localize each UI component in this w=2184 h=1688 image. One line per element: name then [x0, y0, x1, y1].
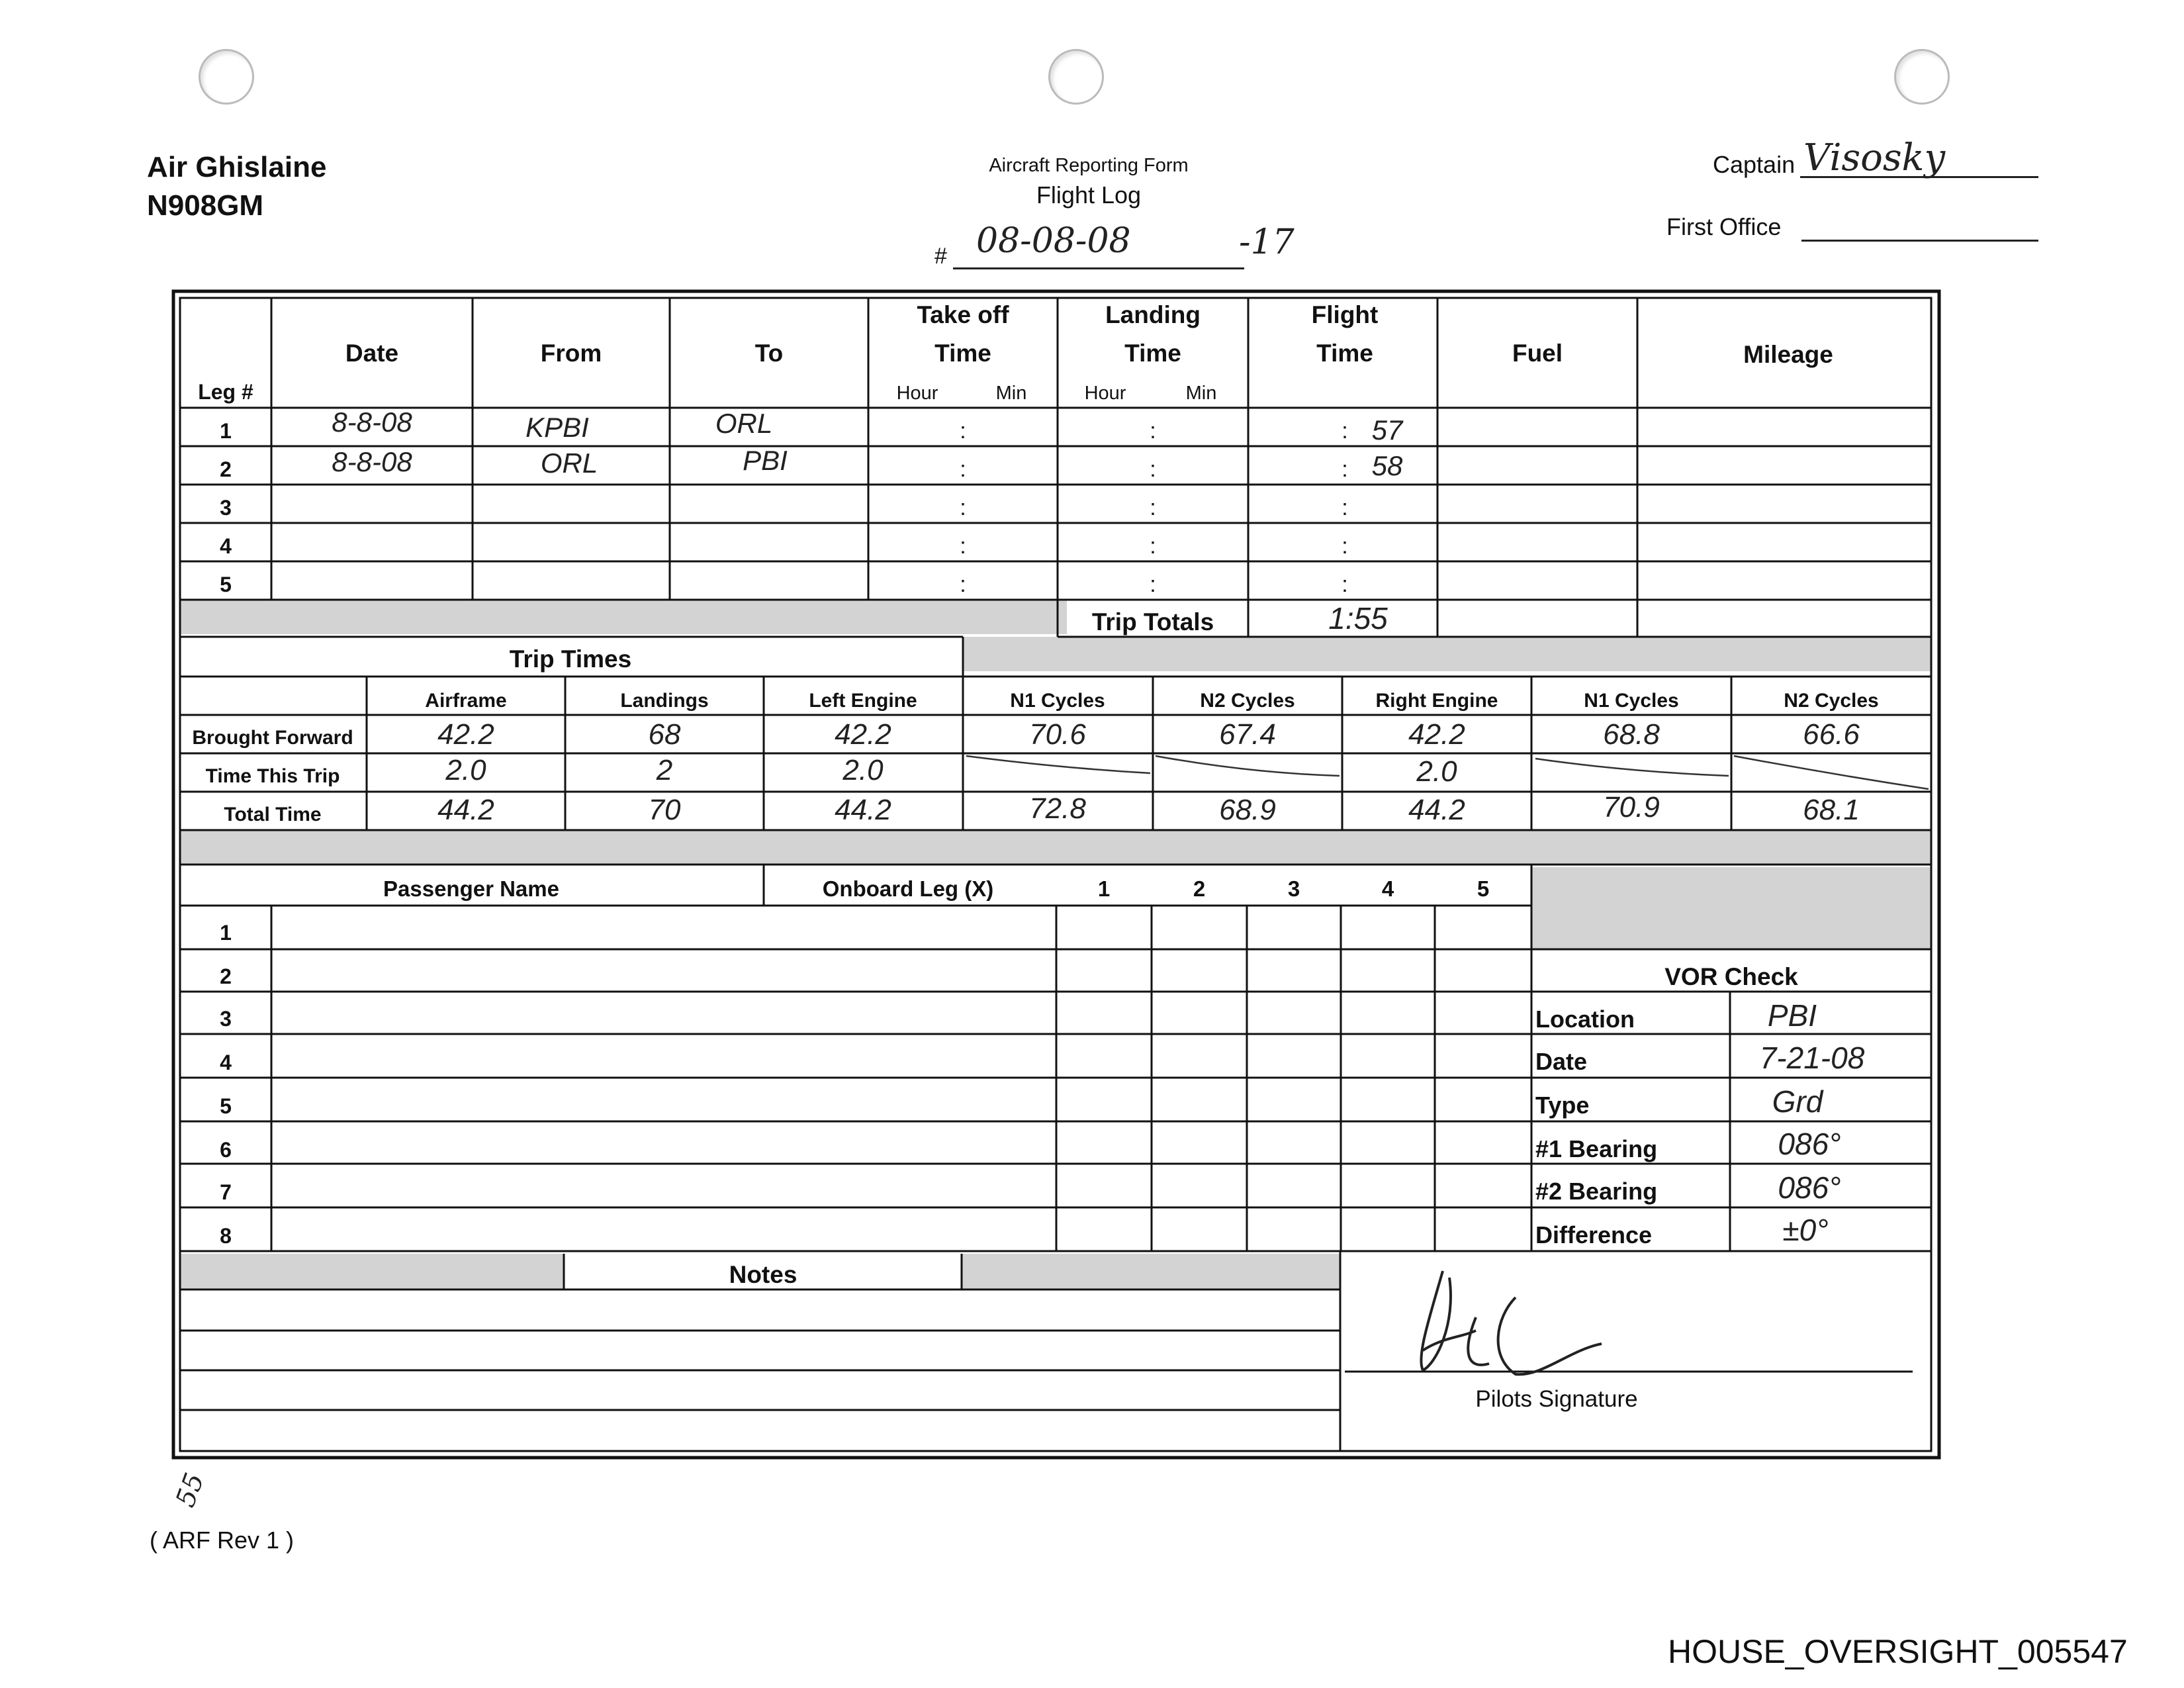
vor-label: Date — [1535, 1048, 1588, 1075]
trip-row-label: Brought Forward — [192, 727, 353, 749]
captain-value[interactable]: Visosky — [1803, 136, 1946, 179]
trip-value[interactable]: 44.2 — [437, 794, 494, 826]
trip-value[interactable]: 2.0 — [1416, 755, 1457, 788]
trip-col-right-engine: Right Engine — [1375, 690, 1498, 712]
vor-label: #1 Bearing — [1535, 1135, 1658, 1162]
first-officer-label: First Office — [1666, 213, 1782, 240]
trip-value[interactable]: 44.2 — [835, 794, 891, 826]
header-landing-2: Time — [1124, 340, 1181, 367]
trip-value[interactable]: 2.0 — [445, 754, 486, 786]
trip-times-title: Trip Times — [509, 645, 632, 673]
vor-value[interactable]: ±0° — [1782, 1213, 1829, 1247]
header-takeoff-1: Take off — [917, 301, 1009, 328]
form-number-prefix: # — [934, 244, 947, 269]
passenger-row-number: 5 — [220, 1094, 232, 1118]
captain-label: Captain — [1713, 151, 1796, 178]
leg-date[interactable]: 8-8-08 — [332, 406, 412, 438]
trip-col-right-n2: N2 Cycles — [1784, 690, 1879, 712]
vor-value[interactable]: 7-21-08 — [1759, 1041, 1865, 1075]
leg-number: 1 — [220, 419, 232, 443]
leg-flight-min[interactable]: 57 — [1371, 414, 1403, 445]
vor-label: Difference — [1535, 1221, 1653, 1248]
trip-col-left-engine: Left Engine — [809, 690, 917, 712]
tail-number: N908GM — [147, 189, 264, 222]
trip-col-right-n1: N1 Cycles — [1584, 690, 1679, 712]
takeoff-colon: : — [960, 418, 966, 444]
trip-value[interactable]: 42.2 — [835, 718, 891, 751]
trip-row-label: Total Time — [224, 804, 322, 825]
leg-from[interactable]: KPBI — [525, 412, 589, 443]
leg-number: 4 — [220, 534, 232, 558]
passenger-row-number: 4 — [220, 1051, 232, 1074]
trip-col-airframe: Airframe — [425, 690, 507, 712]
header-flight-1: Flight — [1311, 301, 1379, 328]
form-subtitle: Aircraft Reporting Form — [989, 155, 1189, 176]
takeoff-colon: : — [960, 534, 966, 559]
flight-colon: : — [1342, 418, 1348, 444]
trip-row-label: Time This Trip — [205, 765, 340, 787]
landing-colon: : — [1150, 457, 1156, 482]
flight-colon: : — [1342, 495, 1348, 520]
trip-value[interactable]: 42.2 — [437, 718, 494, 751]
trip-value[interactable]: 70 — [648, 794, 681, 826]
passenger-row-number: 6 — [220, 1138, 232, 1162]
header-flight-2: Time — [1316, 340, 1373, 367]
form-revision: ( ARF Rev 1 ) — [150, 1526, 295, 1554]
onboard-leg-number: 4 — [1381, 876, 1394, 901]
passenger-row-number: 2 — [220, 964, 232, 988]
form-title: Flight Log — [1036, 181, 1142, 209]
header-takeoff-min: Min — [995, 383, 1027, 404]
notes-title: Notes — [729, 1261, 797, 1288]
trip-value[interactable]: 70.6 — [1029, 718, 1086, 751]
trip-value[interactable]: 44.2 — [1408, 794, 1465, 826]
vor-value[interactable]: Grd — [1772, 1084, 1823, 1119]
trip-value[interactable]: 68.9 — [1219, 794, 1276, 826]
trip-value[interactable]: 68.1 — [1803, 794, 1860, 826]
trip-value[interactable]: 2.0 — [842, 754, 884, 786]
header-leg: Leg # — [198, 380, 253, 404]
leg-flight-min[interactable]: 58 — [1371, 450, 1403, 481]
vor-value[interactable]: 086° — [1778, 1170, 1841, 1205]
header-takeoff-hour: Hour — [896, 383, 938, 404]
onboard-leg-header: Onboard Leg (X) — [822, 876, 994, 901]
leg-to[interactable]: ORL — [715, 408, 773, 439]
trip-col-landings: Landings — [620, 690, 709, 712]
leg-number: 5 — [220, 573, 232, 596]
leg-number: 3 — [220, 496, 232, 520]
takeoff-colon: : — [960, 572, 966, 597]
onboard-leg-number: 2 — [1193, 876, 1206, 901]
trip-value[interactable]: 72.8 — [1029, 792, 1086, 825]
trip-value[interactable]: 42.2 — [1408, 718, 1465, 751]
onboard-leg-number: 5 — [1477, 876, 1490, 901]
vor-value[interactable]: PBI — [1767, 998, 1817, 1033]
passenger-row-number: 7 — [220, 1180, 232, 1204]
takeoff-colon: : — [960, 457, 966, 482]
trip-totals-label: Trip Totals — [1091, 608, 1214, 635]
trip-value[interactable]: 67.4 — [1219, 718, 1276, 751]
pilot-signature-mark — [1421, 1271, 1602, 1374]
trip-totals-value[interactable]: 1:55 — [1328, 601, 1388, 635]
header-landing-hour: Hour — [1084, 383, 1126, 404]
header-fuel: Fuel — [1512, 340, 1563, 367]
margin-mark: 55 — [170, 1469, 210, 1511]
company-name: Air Ghislaine — [147, 151, 327, 183]
header-takeoff-2: Time — [934, 340, 991, 367]
header-landing-min: Min — [1185, 383, 1217, 404]
trip-value[interactable]: 70.9 — [1603, 791, 1660, 823]
header-mileage: Mileage — [1743, 341, 1833, 368]
landing-colon: : — [1150, 572, 1156, 597]
onboard-leg-number: 1 — [1097, 876, 1111, 901]
signature-label: Pilots Signature — [1475, 1386, 1638, 1412]
trip-col-left-n1: N1 Cycles — [1010, 690, 1105, 712]
bates-number: HOUSE_OVERSIGHT_005547 — [1668, 1633, 2128, 1670]
passenger-name-header: Passenger Name — [383, 876, 559, 901]
vor-label: Location — [1535, 1006, 1635, 1033]
vor-check-title: VOR Check — [1664, 963, 1798, 990]
trip-value[interactable]: 2 — [656, 754, 673, 786]
flight-colon: : — [1342, 534, 1348, 559]
leg-to[interactable]: PBI — [743, 445, 788, 476]
trip-value[interactable]: 68.8 — [1603, 718, 1660, 751]
leg-from[interactable]: ORL — [540, 447, 598, 479]
landing-colon: : — [1150, 495, 1156, 520]
form-number: 08-08-08 — [976, 221, 1131, 261]
passenger-row-number: 3 — [220, 1007, 232, 1031]
header-from: From — [540, 340, 602, 367]
landing-colon: : — [1150, 418, 1156, 444]
leg-date[interactable]: 8-8-08 — [332, 446, 412, 477]
vor-label: Type — [1535, 1092, 1590, 1119]
flight-colon: : — [1342, 572, 1348, 597]
header-date: Date — [345, 340, 399, 367]
trip-value[interactable]: 66.6 — [1803, 718, 1860, 751]
form-number-suffix: -17 — [1239, 222, 1295, 262]
passenger-row-number: 8 — [220, 1224, 232, 1248]
header-landing-1: Landing — [1105, 301, 1201, 328]
vor-value[interactable]: 086° — [1778, 1127, 1841, 1161]
leg-number: 2 — [220, 457, 232, 481]
trip-value[interactable]: 68 — [648, 718, 681, 751]
trip-col-left-n2: N2 Cycles — [1200, 690, 1295, 712]
takeoff-colon: : — [960, 495, 966, 520]
vor-label: #2 Bearing — [1535, 1178, 1658, 1205]
header-to: To — [754, 340, 784, 367]
flight-colon: : — [1342, 457, 1348, 482]
onboard-leg-number: 3 — [1287, 876, 1300, 901]
landing-colon: : — [1150, 534, 1156, 559]
passenger-row-number: 1 — [220, 921, 232, 945]
